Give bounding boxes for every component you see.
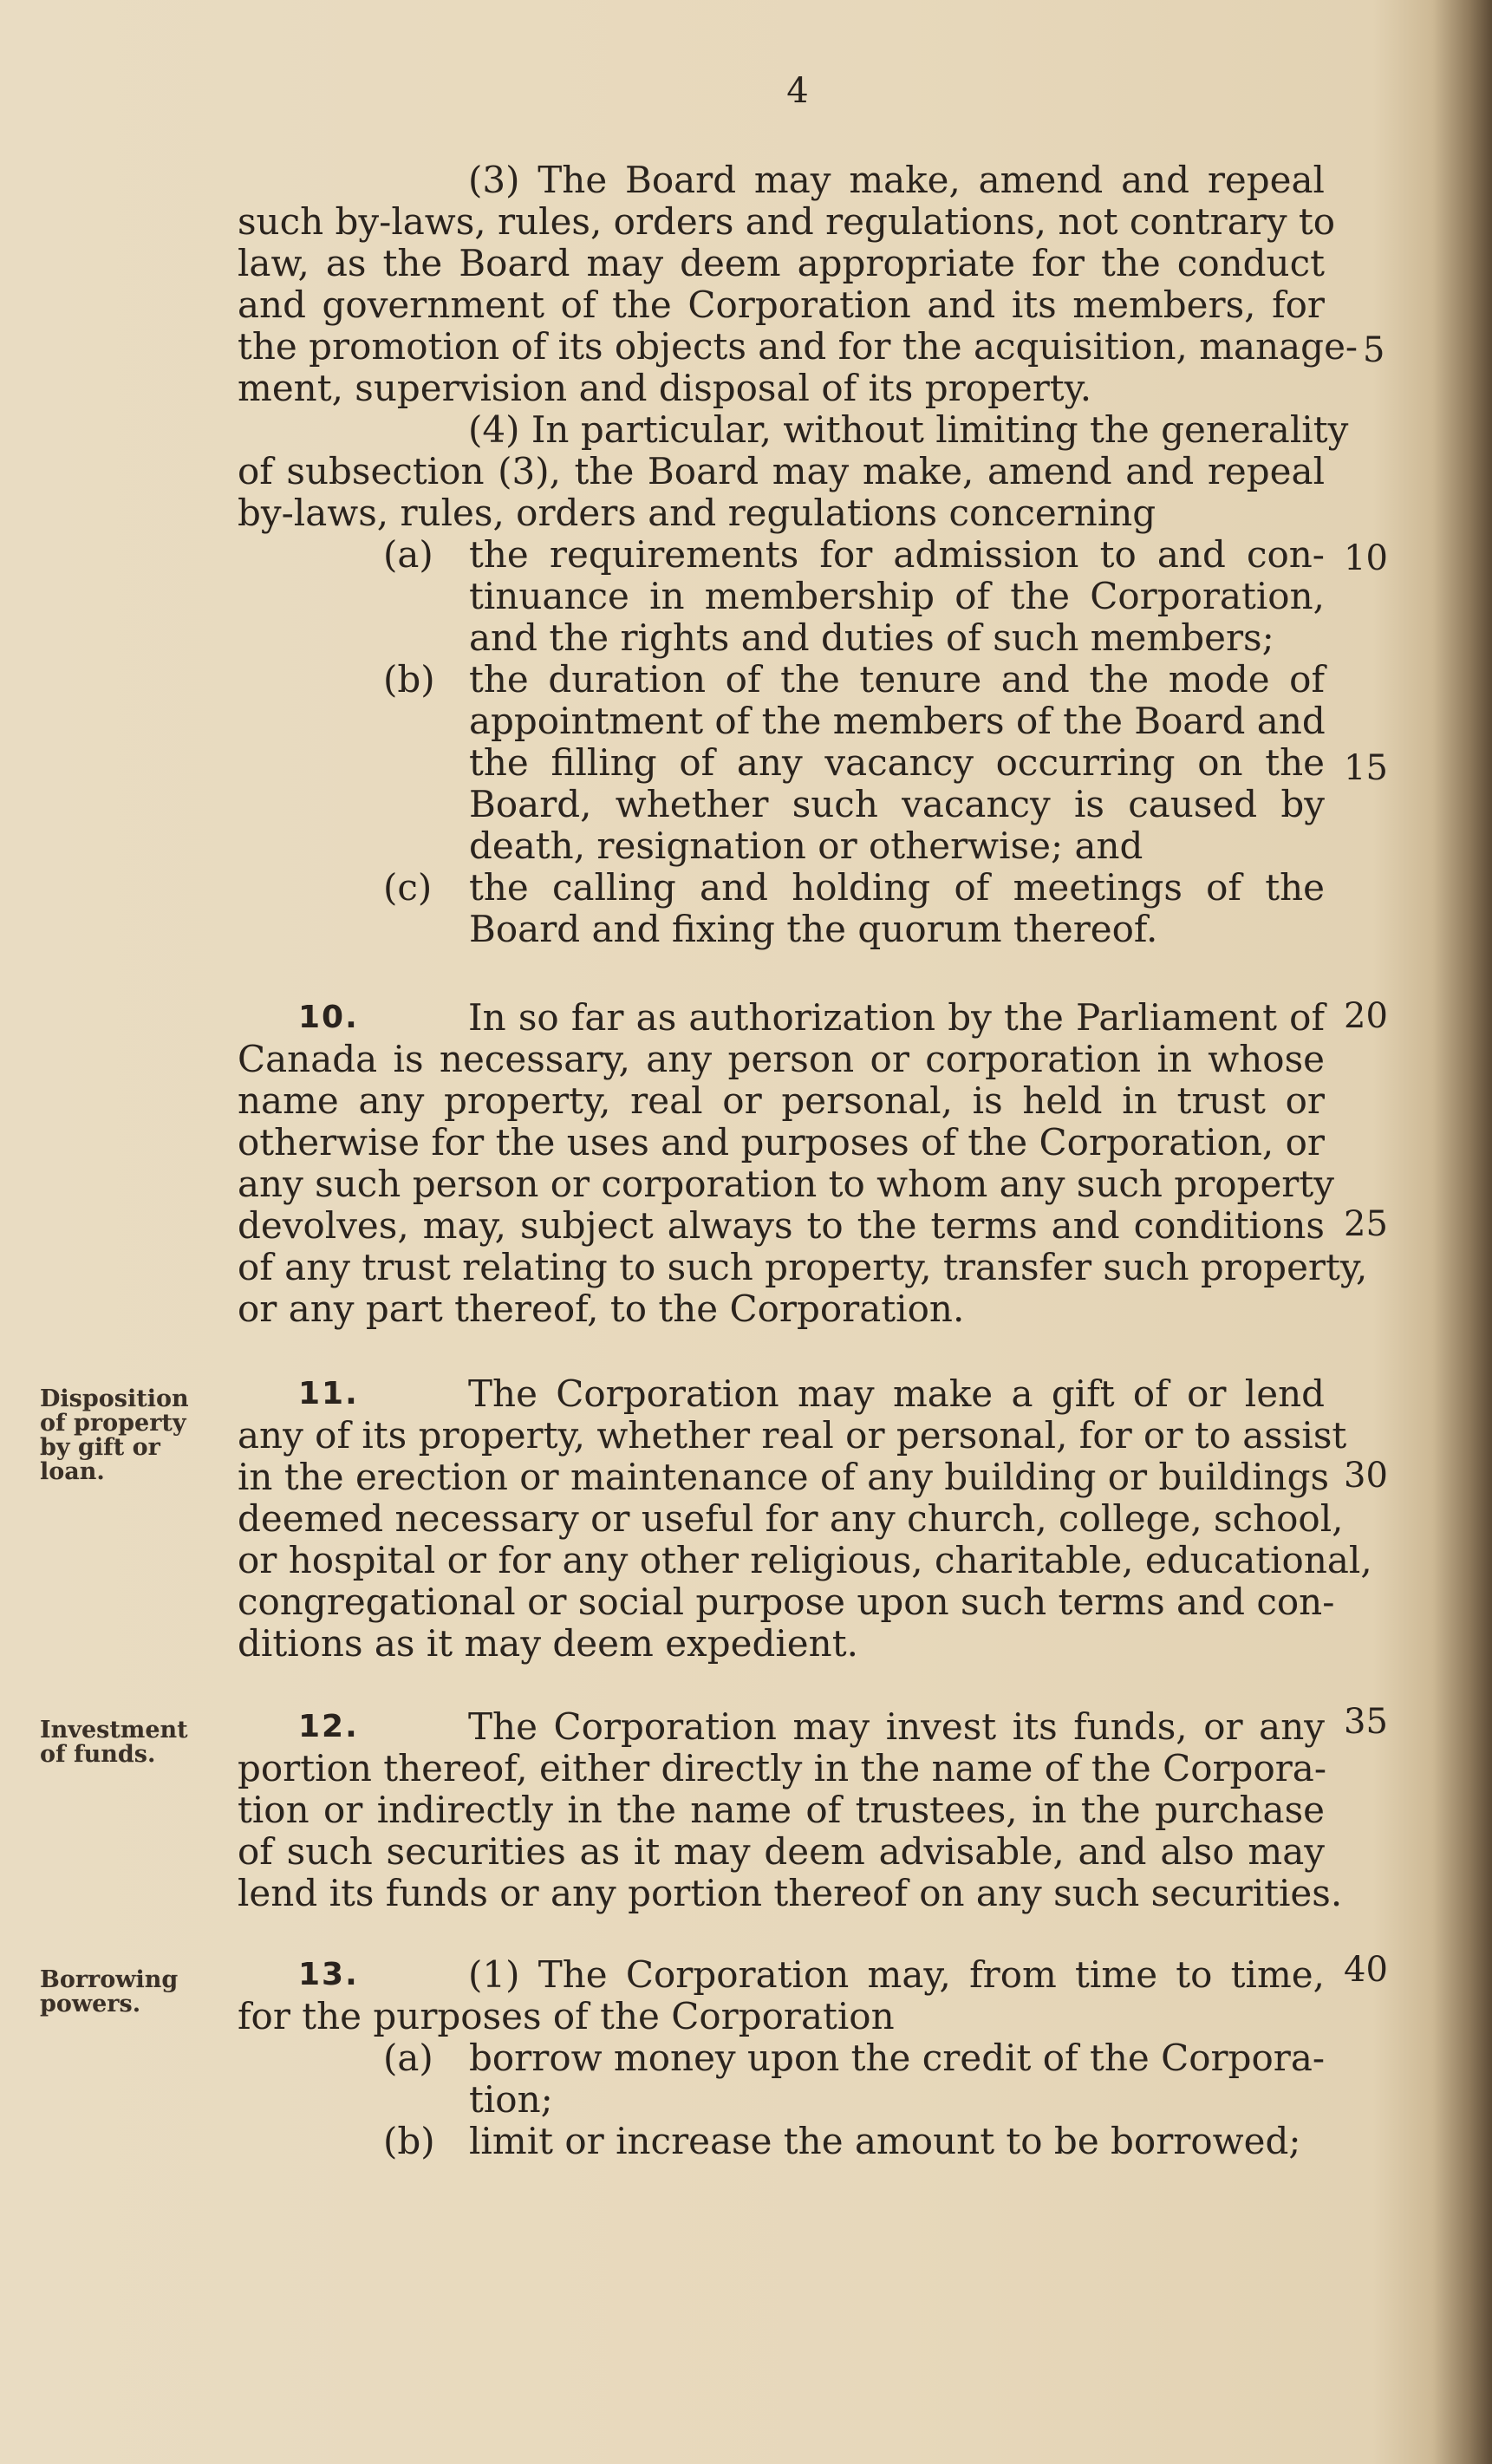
text-line: devolves, may, subject always to the terms and conditions <box>238 1204 1325 1247</box>
text-line: any such person or corporation to whom any such property <box>238 1163 1334 1205</box>
section-number: 13. <box>298 1957 359 1992</box>
margin-note-borrowing: Borrowing powers. <box>40 1966 179 2017</box>
text-line: the promotion of its objects and for the acquisition, manage- <box>238 325 1358 368</box>
section-number: 12. <box>298 1709 359 1744</box>
line-number: 25 <box>1344 1204 1388 1244</box>
text-line: (4) In particular, without limiting the generality <box>468 408 1349 451</box>
list-item-line: Board, whether such vacancy is caused by <box>469 783 1325 825</box>
text-line: for the purposes of the Corporation <box>238 1995 895 2037</box>
text-line: name any property, real or personal, is held in trust or <box>238 1079 1325 1122</box>
section-13 <box>238 1954 1325 2162</box>
list-item-line: death, resignation or otherwise; and <box>469 825 1143 867</box>
list-item-line: (c) the calling and holding of meetings of the <box>383 866 1325 909</box>
list-item-line: (b) limit or increase the amount to be borrowed; <box>383 2120 1301 2162</box>
section-12 <box>238 1705 1343 1914</box>
margin-note-disposition: Disposition of property by gift or loan. <box>40 1385 189 1485</box>
text-line: ditions as it may deem expedient. <box>238 1622 858 1665</box>
text-line: or any part thereof, to the Corporation. <box>238 1287 965 1330</box>
text-line: of such securities as it may deem advisable, and also may <box>238 1830 1325 1873</box>
line-number: 5 <box>1363 330 1385 370</box>
list-item-line: (a) borrow money upon the credit of the Corpora- <box>383 2037 1326 2079</box>
item-label: (b) <box>383 2120 435 2162</box>
text-line: or hospital or for any other religious, charitable, educational, <box>238 1539 1372 1581</box>
section-number: 11. <box>298 1376 359 1411</box>
section-number: 10. <box>298 1000 359 1035</box>
text-line: Canada is necessary, any person or corporation in whose <box>238 1038 1325 1080</box>
list-item-line: tion; <box>469 2078 553 2121</box>
text-line: portion thereof, either directly in the name of the Corpora- <box>238 1747 1327 1789</box>
section-first-line: 11. The Corporation may make a gift of or lend <box>238 1373 1325 1415</box>
text-line: deemed necessary or useful for any church, college, school, <box>238 1497 1344 1540</box>
line-number: 40 <box>1344 1950 1388 1990</box>
text-line: law, as the Board may deem appropriate for the conduct <box>238 242 1325 284</box>
section-first-line: 13. (1) The Corporation may, from time to time, <box>238 1954 1325 1996</box>
text-line: by-laws, rules, orders and regulations concerning <box>238 492 1156 534</box>
section-9-subsections <box>238 159 1358 950</box>
list-item-line: and the rights and duties of such members; <box>469 616 1274 659</box>
line-number: 10 <box>1344 538 1388 578</box>
line-number: 35 <box>1344 1702 1388 1742</box>
list-item-line: Board and fixing the quorum thereof. <box>469 908 1158 950</box>
text-line: of subsection (3), the Board may make, amend and repeal <box>238 450 1325 492</box>
text-line: any of its property, whether real or personal, for or to assist <box>238 1414 1347 1457</box>
line-number: 20 <box>1344 996 1388 1036</box>
list-item-line: tinuance in membership of the Corporation, <box>469 575 1325 617</box>
text-line: tion or indirectly in the name of trustees, in the purchase <box>238 1789 1325 1831</box>
line-number: 30 <box>1344 1456 1388 1496</box>
text-line: lend its funds or any portion thereof on any such securities. <box>238 1872 1343 1914</box>
item-label: (a) <box>383 2037 433 2079</box>
item-label: (c) <box>383 866 433 909</box>
item-label: (b) <box>383 658 435 701</box>
section-first-line: 10. In so far as authorization by the Parliament of <box>238 997 1325 1039</box>
list-item-line: (b) the duration of the tenure and the mode of <box>383 658 1325 701</box>
text-line: of any trust relating to such property, transfer such property, <box>238 1246 1368 1288</box>
text-line: in the erection or maintenance of any building or buildings <box>238 1456 1330 1498</box>
text-line: congregational or social purpose upon such terms and con- <box>238 1581 1335 1623</box>
list-item-line: (a) the requirements for admission to and con- <box>383 533 1325 576</box>
page-number: 4 <box>786 71 809 111</box>
text-line: such by-laws, rules, orders and regulations, not contrary to <box>238 200 1336 243</box>
list-item-line: appointment of the members of the Board and <box>469 700 1326 742</box>
section-first-line: 12. The Corporation may invest its funds, or any <box>238 1706 1325 1748</box>
margin-note-investment: Investment of funds. <box>40 1717 188 1768</box>
text-line: otherwise for the uses and purposes of the Corporation, or <box>238 1121 1325 1164</box>
line-number: 15 <box>1344 748 1388 788</box>
text-line: ment, supervision and disposal of its property. <box>238 367 1092 409</box>
list-item-line: the filling of any vacancy occurring on the <box>469 741 1325 784</box>
item-label: (a) <box>383 533 433 576</box>
text-line: (3) The Board may make, amend and repeal <box>468 159 1325 201</box>
text-line: and government of the Corporation and its members, for <box>238 284 1325 326</box>
